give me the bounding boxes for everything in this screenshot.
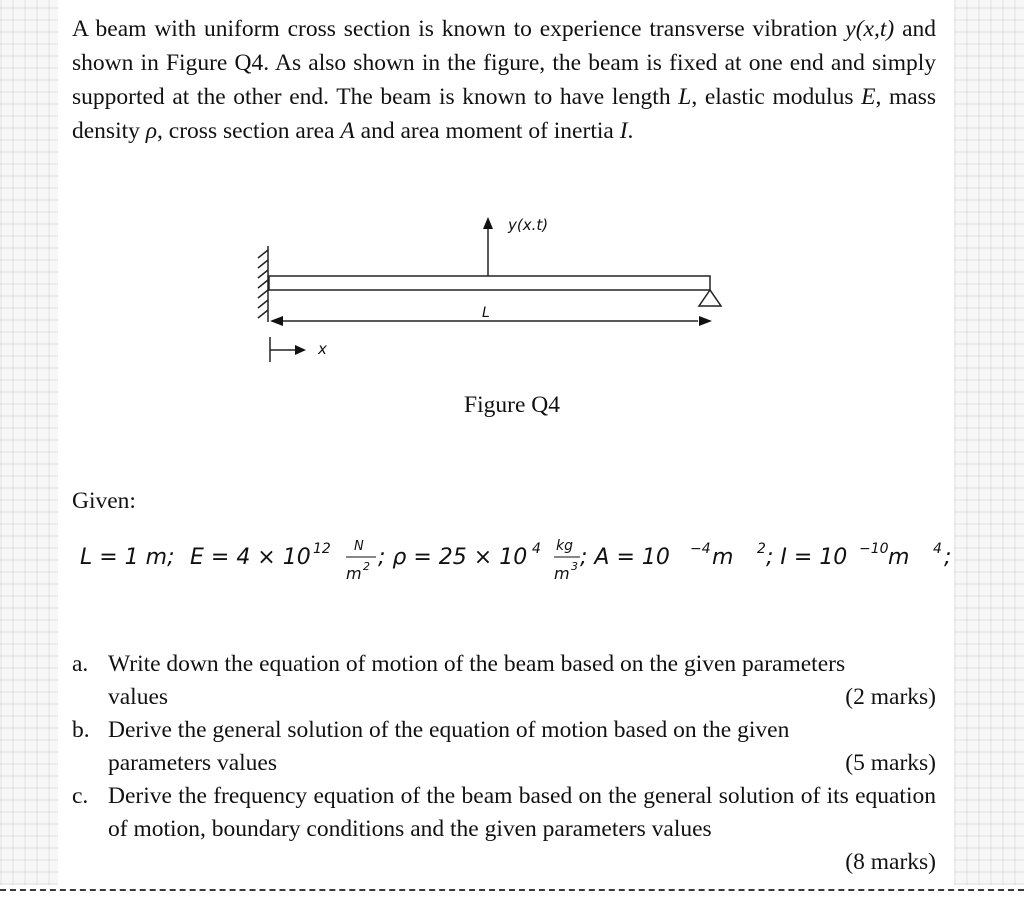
length-label: L xyxy=(482,305,490,321)
given-equation xyxy=(80,528,960,588)
question-list xyxy=(72,648,936,879)
given-E: E = 4 × 10 xyxy=(190,545,311,570)
given-rho: ; ρ = 25 × 10 xyxy=(378,545,528,570)
question-letter: c. xyxy=(72,783,89,809)
question-b xyxy=(72,714,936,780)
given-E-unit-den-exp: 2 xyxy=(363,560,370,573)
given-I-unit-exp: 4 xyxy=(933,541,942,557)
x-label: x xyxy=(318,340,327,358)
question-a xyxy=(72,648,936,714)
question-text: Derive the frequency equation of the beam based on the general solution of its equation of motion, boundary conditions and the given parameters values xyxy=(108,783,936,842)
beam xyxy=(269,276,710,290)
question-marks: (5 marks) xyxy=(845,750,936,776)
given-end: ; xyxy=(944,545,952,570)
given-A: ; A = 10 xyxy=(580,545,670,570)
given-rho-unit-den: m xyxy=(554,564,570,583)
given-I: ; I = 10 xyxy=(766,545,848,570)
question-text: Derive the general solution of the equation of motion based on the given xyxy=(108,717,790,743)
given-E-unit-num: N xyxy=(354,539,364,554)
given-A-unit-exp: 2 xyxy=(757,541,766,557)
given-rho-unit-num: kg xyxy=(556,538,573,554)
given-L: L = 1 m; xyxy=(80,545,175,570)
given-rho-exp: 4 xyxy=(532,541,541,557)
given-I-unit: m xyxy=(888,545,910,570)
beam-figure xyxy=(0,0,1024,390)
pin-support xyxy=(699,290,721,306)
given-heading: Given: xyxy=(72,488,136,514)
question-tail: values xyxy=(108,684,169,710)
fixed-support xyxy=(258,246,268,322)
question-marks: (2 marks) xyxy=(845,684,936,710)
figure-caption: Figure Q4 xyxy=(464,392,560,418)
question-marks: (8 marks) xyxy=(845,849,936,875)
given-rho-unit-den-exp: 3 xyxy=(571,560,578,573)
question-letter: b. xyxy=(72,717,90,743)
question-tail: parameters values xyxy=(108,750,277,776)
given-A-unit: m xyxy=(712,545,734,570)
given-E-unit-den: m xyxy=(346,564,362,583)
question-c xyxy=(72,780,936,879)
y-label: y(x.t) xyxy=(508,216,549,234)
question-letter: a. xyxy=(72,651,89,677)
given-I-exp: −10 xyxy=(859,541,889,557)
page-cut-line xyxy=(0,889,1024,891)
given-A-exp: −4 xyxy=(690,541,711,557)
question-text: Write down the equation of motion of the beam based on the given parameters xyxy=(108,651,846,677)
given-E-exp: 12 xyxy=(313,541,331,557)
problem-statement: A beam with uniform cross section is known to experience transverse vibration y(x,t) and shown in Figure Q4. As also shown in the figure, the beam is fixed at one end and simply supported at the other end. The beam is known to have length L, elastic modulus E, mass density ρ, cross section area A and area moment of inertia I. xyxy=(72,16,936,144)
